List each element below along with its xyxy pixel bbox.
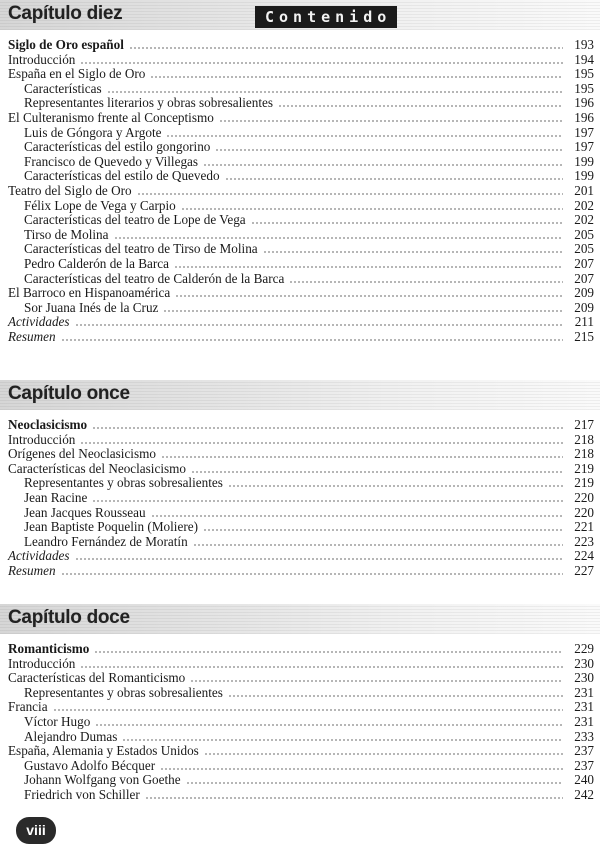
toc-entry[interactable] — [24, 787, 594, 802]
toc-entry-label: Introducción — [8, 431, 76, 447]
dot-leader — [181, 208, 563, 210]
toc-entry-page: 199 — [574, 168, 594, 184]
toc-entry[interactable] — [8, 417, 594, 432]
toc-entry-label: Jean Racine — [24, 490, 88, 505]
dot-leader — [150, 76, 563, 78]
toc-entry-page: 219 — [574, 475, 594, 491]
toc-entry-label: Teatro del Siglo de Oro — [8, 183, 132, 198]
toc-entry-page: 230 — [574, 670, 594, 686]
toc-entry[interactable] — [8, 461, 594, 476]
dot-leader — [80, 666, 563, 668]
dot-leader — [204, 753, 563, 755]
toc-entry-label: Siglo de Oro español — [8, 37, 124, 52]
dot-leader — [228, 695, 563, 697]
toc-entry-label: Alejandro Dumas — [24, 728, 118, 744]
toc-entry-label: Características del teatro de Calderón de la Barca — [24, 270, 285, 286]
toc-entry-page: 242 — [574, 787, 594, 802]
dot-leader — [203, 164, 563, 166]
toc-entry[interactable] — [8, 110, 594, 125]
toc-entry-page: 240 — [574, 772, 594, 788]
toc-entry[interactable] — [8, 66, 594, 81]
toc-entry-page: 215 — [574, 329, 594, 344]
toc-entry-label: Características del Neoclasicismo — [8, 460, 186, 476]
toc-entry-label: Representantes y obras sobresalientes — [24, 475, 223, 491]
toc-entry-label: Jean Baptiste Poquelin (Moliere) — [24, 519, 198, 535]
toc-entry-page: 221 — [574, 519, 594, 535]
chapter-title: Capítulo once — [8, 383, 130, 404]
dot-leader — [191, 471, 563, 473]
toc-entry-label: Características del teatro de Lope de Vega — [24, 212, 246, 228]
toc-entry-label: Representantes y obras sobresalientes — [24, 684, 223, 700]
toc-entry-page: 231 — [574, 714, 594, 729]
dot-leader — [75, 324, 563, 326]
toc-entry[interactable] — [24, 758, 594, 773]
toc-entry[interactable] — [24, 475, 594, 490]
toc-entry[interactable] — [8, 563, 594, 578]
toc-entry[interactable] — [8, 548, 594, 563]
toc-entry[interactable] — [8, 446, 594, 461]
toc-entry-label: Leandro Fernández de Moratín — [24, 533, 188, 549]
dot-leader — [53, 709, 563, 711]
toc-entry-label: Luis de Góngora y Argote — [24, 124, 162, 140]
toc-entry-page: 227 — [574, 563, 594, 578]
toc-entry-label: Víctor Hugo — [24, 714, 91, 729]
toc-entry-page: 196 — [574, 95, 594, 111]
toc-entry-label: España, Alemania y Estados Unidos — [8, 743, 199, 759]
dot-leader — [80, 62, 563, 64]
toc-entry[interactable] — [24, 154, 594, 169]
dot-leader — [278, 105, 563, 107]
toc-entry-label: Neoclasicismo — [8, 417, 88, 432]
dot-leader — [61, 339, 563, 341]
dot-leader — [219, 120, 563, 122]
dot-leader — [163, 310, 563, 312]
toc-entry-label: El Culteranismo frente al Conceptismo — [8, 110, 214, 125]
toc-entry-page: 237 — [574, 757, 594, 773]
toc-entry[interactable] — [24, 772, 594, 787]
toc-entry-label: Actividades — [8, 548, 70, 564]
toc-entry[interactable] — [24, 139, 594, 154]
toc-entry-label: Romanticismo — [8, 641, 90, 656]
dot-leader — [228, 485, 563, 487]
toc-entry-page: 230 — [574, 655, 594, 671]
toc-entry[interactable] — [24, 271, 594, 286]
toc-entry-page: 233 — [574, 728, 594, 744]
chapter-header-11 — [0, 380, 600, 410]
dot-leader — [263, 251, 563, 253]
toc-entry-page: 209 — [574, 299, 594, 315]
dot-leader — [94, 651, 563, 653]
toc-entry-label: Francisco de Quevedo y Villegas — [24, 153, 199, 169]
toc-entry[interactable] — [24, 95, 594, 110]
toc-entry-label: El Barroco en Hispanoamérica — [8, 285, 171, 301]
toc-entry-label: Introducción — [8, 655, 76, 671]
dot-leader — [203, 529, 563, 531]
toc-entry[interactable] — [24, 212, 594, 227]
toc-entry-label: Representantes literarios y obras sobresalientes — [24, 95, 274, 111]
dot-leader — [186, 782, 563, 784]
toc-entry-page: 196 — [574, 110, 594, 125]
toc-entry[interactable] — [24, 714, 594, 729]
toc-entry-page: 229 — [574, 641, 594, 656]
toc-entry[interactable] — [24, 168, 594, 183]
toc-entry[interactable] — [8, 743, 594, 758]
dot-leader — [137, 193, 563, 195]
toc-entry-page: 217 — [574, 417, 594, 432]
contenido-badge: Contenido — [255, 6, 397, 28]
toc-entry-label: Sor Juana Inés de la Cruz — [24, 299, 159, 315]
toc-entry-label: España en el Siglo de Oro — [8, 66, 146, 82]
toc-entry-label: Características — [24, 80, 102, 96]
toc-entry-page: 195 — [574, 80, 594, 96]
dot-leader — [92, 427, 563, 429]
toc-entry[interactable] — [8, 699, 594, 714]
chapter-header-12 — [0, 604, 600, 634]
dot-leader — [193, 544, 563, 546]
dot-leader — [160, 768, 563, 770]
toc-entry-page: 201 — [574, 183, 594, 198]
toc-entry[interactable] — [8, 285, 594, 300]
toc-entry-page: 231 — [574, 699, 594, 715]
toc-entry-page: 218 — [574, 431, 594, 447]
chapter-header-10 — [0, 0, 600, 30]
dot-leader — [114, 237, 563, 239]
dot-leader — [95, 724, 563, 726]
dot-leader — [225, 178, 563, 180]
toc-entry[interactable] — [24, 300, 594, 315]
toc-entry-label: Características del estilo gongorino — [24, 139, 211, 155]
toc-entry-page: 197 — [574, 124, 594, 140]
toc-entry[interactable] — [24, 198, 594, 213]
toc-entry-page: 193 — [574, 37, 594, 52]
toc-entry[interactable] — [24, 241, 594, 256]
dot-leader — [80, 442, 563, 444]
toc-entry-page: 205 — [574, 226, 594, 242]
toc-entry-label: Características del Romanticismo — [8, 670, 186, 686]
toc-entry[interactable] — [24, 256, 594, 271]
toc-entry-label: Félix Lope de Vega y Carpio — [24, 197, 176, 213]
toc-entry-page: 220 — [574, 490, 594, 505]
toc-entry-label: Jean Jacques Rousseau — [24, 504, 146, 520]
toc-entry-page: 218 — [574, 446, 594, 462]
toc-entry-label: Introducción — [8, 51, 76, 67]
dot-leader — [251, 222, 563, 224]
dot-leader — [215, 149, 563, 151]
dot-leader — [145, 797, 563, 799]
dot-leader — [151, 515, 563, 517]
toc-entry-label: Johann Wolfgang von Goethe — [24, 772, 181, 788]
dot-leader — [166, 135, 563, 137]
dot-leader — [122, 739, 563, 741]
toc-entry[interactable] — [24, 505, 594, 520]
dot-leader — [61, 573, 563, 575]
toc-entry-page: 231 — [574, 684, 594, 700]
toc-entry-label: Tirso de Molina — [24, 226, 109, 242]
toc-entry[interactable] — [24, 227, 594, 242]
toc-entry-label: Francia — [8, 699, 48, 715]
toc-entry-page: 207 — [574, 256, 594, 271]
toc-entry-label: Características del estilo de Quevedo — [24, 168, 220, 184]
toc-entry-label: Pedro Calderón de la Barca — [24, 256, 170, 271]
toc-entry-page: 220 — [574, 504, 594, 520]
toc-entry[interactable] — [8, 314, 594, 329]
toc-entry[interactable] — [8, 432, 594, 447]
toc-entry-label: Resumen — [8, 563, 56, 578]
toc-entry[interactable] — [8, 641, 594, 656]
toc-entry-page: 194 — [574, 51, 594, 67]
toc-entry-page: 237 — [574, 743, 594, 759]
toc-entry[interactable] — [24, 125, 594, 140]
toc-entry[interactable] — [24, 685, 594, 700]
toc-entry-page: 211 — [574, 314, 594, 330]
toc-entry-page: 209 — [574, 285, 594, 301]
page-number-badge: viii — [16, 817, 56, 844]
toc-entry-page: 202 — [574, 212, 594, 228]
toc-entry[interactable] — [8, 670, 594, 685]
toc-entry-label: Actividades — [8, 314, 70, 330]
toc-entry-label: Orígenes del Neoclasicismo — [8, 446, 156, 462]
dot-leader — [161, 456, 563, 458]
dot-leader — [75, 558, 563, 560]
toc-entry[interactable] — [8, 656, 594, 671]
toc-entry[interactable] — [24, 81, 594, 96]
toc-entry-label: Gustavo Adolfo Bécquer — [24, 757, 156, 773]
toc-entry[interactable] — [8, 183, 594, 198]
toc-entry-page: 197 — [574, 139, 594, 155]
dot-leader — [129, 47, 563, 49]
dot-leader — [289, 281, 563, 283]
toc-entry-page: 199 — [574, 153, 594, 169]
chapter-title: Capítulo diez — [8, 3, 123, 24]
toc-entry[interactable] — [24, 519, 594, 534]
chapter-title: Capítulo doce — [8, 607, 130, 628]
dot-leader — [174, 266, 563, 268]
toc-entry-page: 223 — [574, 533, 594, 549]
toc-entry[interactable] — [8, 329, 594, 344]
toc-entry[interactable] — [8, 37, 594, 52]
toc-entry-page: 195 — [574, 66, 594, 82]
toc-entry-page: 202 — [574, 197, 594, 213]
dot-leader — [175, 295, 563, 297]
toc-entry-page: 205 — [574, 241, 594, 257]
toc-entry[interactable] — [24, 534, 594, 549]
toc-entry-label: Friedrich von Schiller — [24, 787, 140, 802]
toc-entry-label: Resumen — [8, 329, 56, 344]
toc-entry[interactable] — [24, 490, 594, 505]
toc-entry[interactable] — [8, 52, 594, 67]
dot-leader — [190, 680, 563, 682]
dot-leader — [92, 500, 563, 502]
toc-entry-page: 224 — [574, 548, 594, 564]
toc-entry[interactable] — [24, 729, 594, 744]
toc-entry-page: 207 — [574, 270, 594, 286]
toc-entry-page: 219 — [574, 460, 594, 476]
dot-leader — [107, 91, 563, 93]
toc-entry-label: Características del teatro de Tirso de Molina — [24, 241, 258, 257]
